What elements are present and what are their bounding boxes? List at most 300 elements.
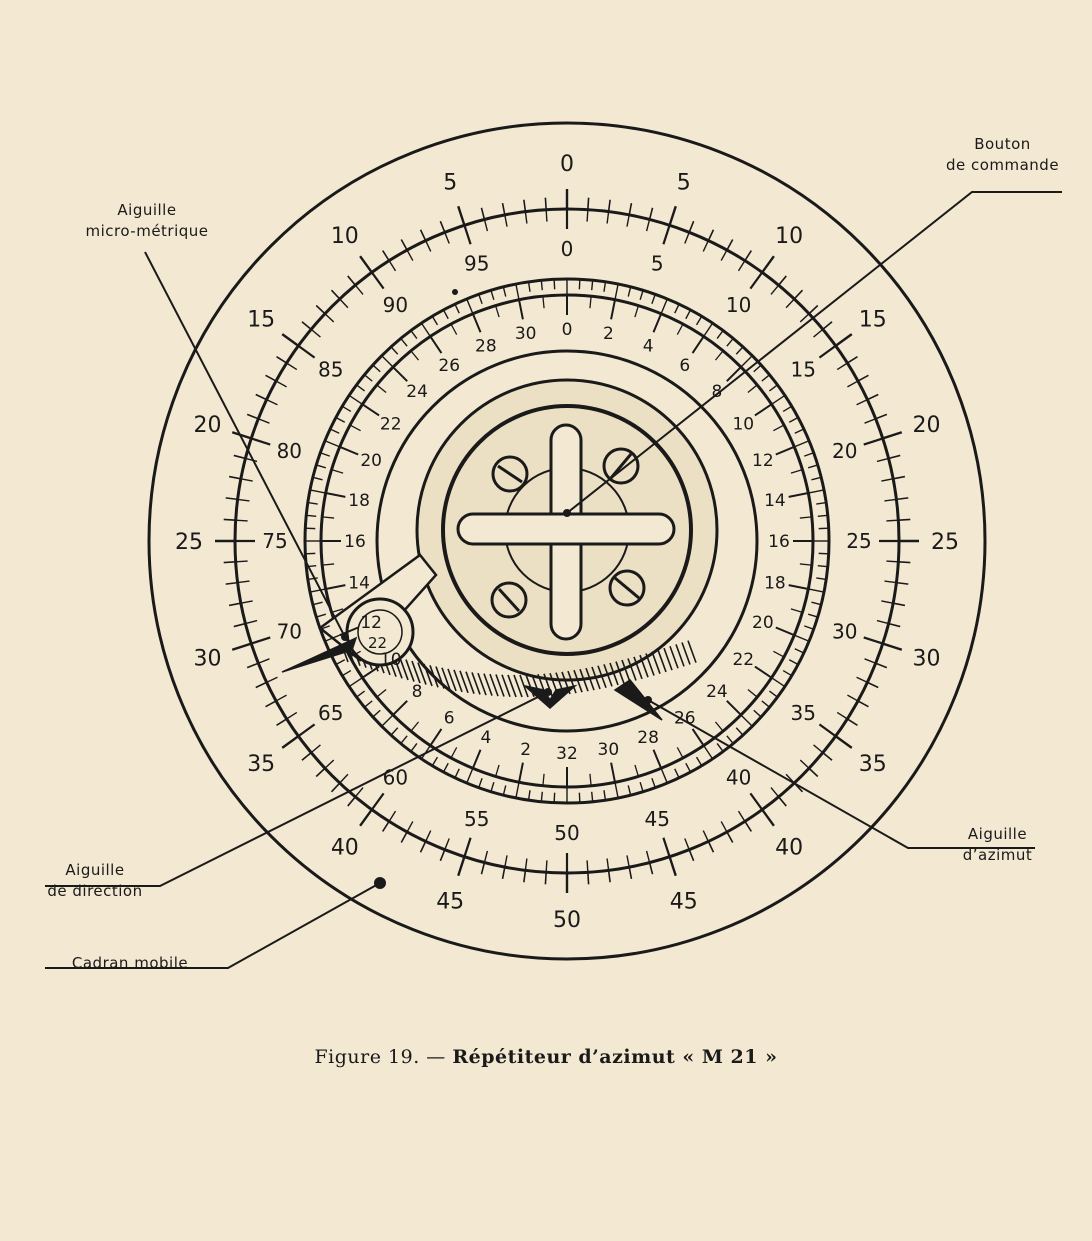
second-scale-number: 25 [846,529,872,554]
scale-tick [898,562,910,563]
scale-tick [364,701,372,707]
scale-tick [445,232,449,243]
scale-tick [794,290,802,299]
inner-scale-number: 16 [344,532,366,553]
scale-tick [543,774,544,786]
scale-tick [316,306,325,314]
scale-tick [484,851,487,863]
scale-tick [383,821,389,831]
scale-tick [607,212,609,224]
scale-tick [320,453,329,456]
scale-tick [686,763,691,772]
scale-tick [241,479,253,481]
outer-scale-number: 10 [330,224,359,250]
label-aiguille-azimut [930,824,1065,866]
scale-tick [421,323,430,336]
scale-tick [818,515,828,516]
scale-tick [545,198,546,210]
scale-tick [266,701,277,707]
scale-tick [588,198,589,210]
scale-tick [308,578,318,579]
scale-tick [313,477,323,479]
inner-scale-number: 10 [379,649,402,670]
scale-tick [440,850,444,861]
scale-tick [587,210,588,222]
scale-tick [769,385,777,391]
scale-tick [689,850,693,861]
scale-tick [330,429,339,433]
scale-tick [865,419,876,423]
scale-tick [738,811,744,821]
scale-tick [592,792,593,802]
scale-tick [302,753,311,761]
second-scale-number: 70 [276,619,303,644]
scale-tick [236,561,248,562]
scale-tick [298,346,314,358]
scale-tick [322,564,334,565]
scale-tick [837,363,847,369]
scale-tick [858,375,869,381]
scale-tick [653,750,661,768]
inner-scale-number: 2 [602,324,614,345]
scale-tick [750,272,762,288]
scale-tick [670,206,676,225]
outer-scale-number: 5 [443,170,458,196]
scale-tick [588,872,589,884]
scale-tick [697,757,702,766]
scale-tick [247,414,258,418]
scale-tick [382,356,393,367]
second-scale-number: 85 [318,357,344,382]
scale-tick [773,651,784,657]
scale-tick [251,637,270,643]
outer-scale-number: 45 [436,889,465,915]
scale-tick [393,367,407,381]
scale-tick [451,747,457,758]
scale-tick [481,863,484,875]
scale-tick [755,667,772,678]
scale-tick [795,649,804,653]
scale-tick [814,329,823,337]
scale-tick [455,304,459,313]
scale-tick [377,385,386,393]
scale-tick [326,493,346,497]
scale-tick [635,765,638,776]
scale-tick [776,447,794,455]
scale-tick [421,841,426,852]
scale-tick [640,290,643,300]
scale-tick [377,689,386,697]
scale-tick [325,441,340,447]
scale-tick [503,867,505,879]
scale-tick [282,736,298,748]
second-scale-number: 95 [464,251,490,276]
scale-tick [590,296,591,308]
scale-tick [741,715,752,726]
caption-prefix: Figure 19. — [314,1046,446,1068]
inner-scale-number: 14 [348,573,370,594]
scale-tick [311,329,320,337]
figure-caption [0,1046,1092,1068]
second-scale-number: 10 [725,292,752,317]
scale-tick [607,858,609,870]
scale-tick [355,285,363,294]
scale-tick [755,404,772,415]
inner-scale-number: 24 [406,382,428,403]
scale-tick [884,499,896,501]
scale-tick [653,314,661,332]
scale-tick [277,719,287,725]
scale-tick [635,306,638,317]
scale-tick [245,458,257,461]
scale-tick [364,375,372,381]
scale-tick [864,438,883,444]
scale-tick [677,747,683,758]
scale-tick [837,712,847,718]
label-line: Aiguille [117,201,177,219]
second-scale-number: 90 [382,292,409,317]
scale-tick [627,855,629,867]
scale-tick [800,314,809,322]
inner-scale-number: 22 [379,414,402,435]
scale-tick [336,417,345,422]
scale-tick [308,503,318,504]
scale-tick [503,785,505,795]
inner-scale-number: 2 [520,740,532,761]
outer-scale-number: 5 [676,170,691,196]
scale-tick [401,736,407,744]
scale-tick [325,314,334,322]
scale-tick [836,736,852,748]
scale-tick [685,232,689,243]
label-line: Cadran mobile [71,954,189,972]
scale-tick [247,663,258,667]
scale-tick [804,453,813,456]
scale-tick [754,365,761,372]
scale-tick [302,322,311,330]
scale-tick [783,406,792,411]
scale-tick [256,395,267,400]
scale-tick [789,417,798,422]
outer-scale-number: 15 [247,307,276,333]
inner-scale-number: 8 [411,682,423,703]
scale-tick [773,425,784,431]
scale-tick [276,381,287,387]
scale-tick [316,465,326,468]
scale-tick [496,765,499,776]
scale-tick [401,240,407,251]
scale-tick [708,230,713,241]
inner-scale-number: 26 [673,708,696,729]
scale-tick [455,769,459,778]
scale-tick [754,710,761,717]
scale-tick [224,519,236,520]
scale-tick [332,290,340,299]
scale-tick [652,294,655,303]
scale-tick [389,811,395,821]
scale-tick [809,768,818,776]
inner-scale-number: 18 [764,573,786,594]
scale-tick [771,285,779,294]
inner-scale-number: 6 [443,708,455,729]
scale-tick [772,395,785,404]
scale-tick [789,660,798,665]
outer-scale-number: 30 [193,646,222,672]
scale-tick [258,419,269,423]
scale-tick [543,296,544,308]
scale-tick [401,832,407,843]
scale-tick [310,589,326,592]
scale-tick [791,609,802,612]
scale-tick [298,724,314,736]
scale-tick [411,331,417,339]
scale-tick [467,299,473,314]
scale-tick [857,400,868,405]
scale-tick [629,867,631,879]
label-line: Aiguille [65,861,125,879]
scale-tick [721,250,727,261]
scale-tick [430,729,441,746]
scale-tick [808,614,818,617]
second-scale-number: 80 [276,438,303,463]
scale-tick [519,763,523,783]
scale-tick [426,831,431,842]
inner-scale-number: 18 [348,490,370,511]
inner-scale-number: 20 [752,613,774,634]
label-line: Aiguille [967,825,1028,843]
scale-tick [401,338,407,346]
scale-tick [226,583,238,585]
outer-scale-number: 40 [330,835,359,861]
scale-tick [889,624,901,627]
inner-scale-number: 14 [764,490,786,511]
scale-tick [332,470,343,473]
scale-tick [277,357,287,363]
second-scale-number: 40 [725,765,752,790]
scale-tick [762,701,770,707]
scale-tick [823,753,832,761]
scale-tick [794,635,809,641]
scale-tick [587,860,588,872]
scale-tick [708,841,713,852]
scale-tick [786,299,794,308]
scale-tick [541,280,542,290]
scale-tick [689,221,693,232]
scale-tick [677,324,683,335]
scale-tick [342,671,351,676]
scale-tick [316,768,325,776]
inner-scale-number: 4 [642,336,654,357]
scale-tick [336,660,345,665]
scale-tick [876,414,887,418]
scale-tick [546,860,547,872]
scale-tick [267,400,278,405]
outer-scale-number: 35 [858,752,887,778]
scale-tick [407,250,413,261]
leader-aiguille-micrometrique [145,252,345,637]
outer-scale-number: 35 [247,752,276,778]
scale-tick [479,294,482,303]
second-scale-number: 65 [318,700,344,725]
scale-tick [430,336,441,353]
label-line: micro-métrique [85,222,209,240]
scale-tick [647,851,650,863]
scale-tick [383,251,389,261]
scale-tick [704,746,713,759]
scale-tick [627,215,629,227]
scale-tick [647,219,650,231]
second-scale-number: 35 [790,700,816,725]
scale-tick [348,797,356,806]
outer-scale-number: 0 [560,151,574,177]
scale-tick [808,490,824,493]
scale-tick [276,695,287,701]
scale-tick [800,517,812,518]
scale-tick [282,334,298,346]
scale-tick [867,395,878,400]
scale-tick [604,790,605,800]
scale-tick [411,351,419,360]
scale-tick [670,857,676,876]
scale-tick [226,498,238,500]
label-line: Bouton [974,135,1031,153]
scale-tick [794,441,809,447]
scale-tick [238,499,250,501]
scale-tick [847,695,858,701]
scale-tick [800,760,809,768]
scale-tick [391,347,398,354]
scale-tick [883,432,902,438]
scale-tick [663,838,669,857]
scale-tick [525,212,527,224]
scale-tick [604,282,605,292]
scale-tick [229,603,241,605]
inner-scale-number: 6 [679,355,691,376]
scale-tick [362,404,379,415]
caption-title: Répétiteur d’azimut « M 21 » [452,1046,778,1068]
leader-aiguille-de-direction [45,692,548,886]
svg-text:22: 22 [368,634,388,652]
scale-tick [349,678,362,687]
scale-tick [479,778,482,787]
scale-tick [808,589,824,592]
scale-tick [727,832,733,843]
scale-tick [738,261,744,271]
outer-scale-number: 25 [931,529,959,555]
scale-tick [251,438,270,444]
scale-tick [306,515,316,516]
scale-tick [800,564,812,565]
scale-tick [382,715,393,726]
control-knob-horizontal [458,514,674,544]
scale-tick [745,821,751,831]
scale-tick [727,240,733,251]
scale-tick [325,760,334,768]
inner-scale-number: 8 [711,382,723,403]
scale-tick [267,677,278,682]
scale-tick [389,261,395,271]
scale-tick [473,314,481,332]
scale-tick [836,334,852,346]
scale-tick [340,447,358,455]
inner-scale-number: 10 [732,414,755,435]
scale-tick [340,774,348,783]
label-line: d’azimut [962,846,1033,864]
scale-tick [451,324,457,335]
scale-tick [350,425,361,431]
scale-tick [322,517,334,518]
scale-tick [883,644,902,650]
inner-scale-number: 28 [475,336,497,357]
scale-tick [516,284,519,300]
scale-tick [529,282,530,292]
scale-tick [721,821,727,832]
scale-tick [741,356,752,367]
scale-tick [393,701,407,715]
inner-scale-number: 16 [768,532,790,553]
scale-tick [611,300,615,320]
scale-tick [432,757,437,766]
scale-tick [704,323,713,336]
scale-tick [867,682,878,687]
scale-tick [762,375,770,381]
scale-tick [258,659,269,663]
scale-tick [545,872,546,884]
scale-tick [877,458,889,461]
scale-tick [772,678,785,687]
scale-tick [445,839,449,850]
scale-tick [411,743,417,751]
second-scale-number: 60 [382,765,409,790]
scale-tick [896,583,908,585]
scale-tick [372,272,384,288]
scale-tick [411,722,419,731]
label-line: de commande [945,156,1060,174]
outer-scale-number: 10 [775,224,804,250]
scale-tick [686,310,691,319]
scale-tick [779,276,787,285]
scale-tick [791,470,802,473]
scale-tick [313,602,323,604]
scale-tick [675,304,679,313]
scale-tick [685,839,689,850]
scale-tick [889,455,901,458]
scale-tick [519,300,523,320]
label-aiguille-de-direction [20,860,170,902]
scale-tick [661,299,667,314]
scale-tick [241,601,253,603]
scale-tick [357,385,365,391]
scale-tick [232,644,251,650]
scale-tick [893,477,905,479]
scale-tick [819,346,835,358]
scale-tick [748,689,757,697]
scale-tick [789,585,809,589]
scale-tick [779,797,787,806]
scale-tick [256,682,267,687]
outer-scale-number: 45 [669,889,698,915]
scale-tick [823,322,832,330]
scale-tick [491,782,494,792]
scale-tick [360,810,372,826]
scale-tick [675,769,679,778]
scale-tick [898,519,910,520]
scale-tick [310,490,326,493]
scale-tick [229,477,241,479]
scale-tick [847,719,857,725]
scale-tick [484,219,487,231]
scale-tick [703,831,708,842]
